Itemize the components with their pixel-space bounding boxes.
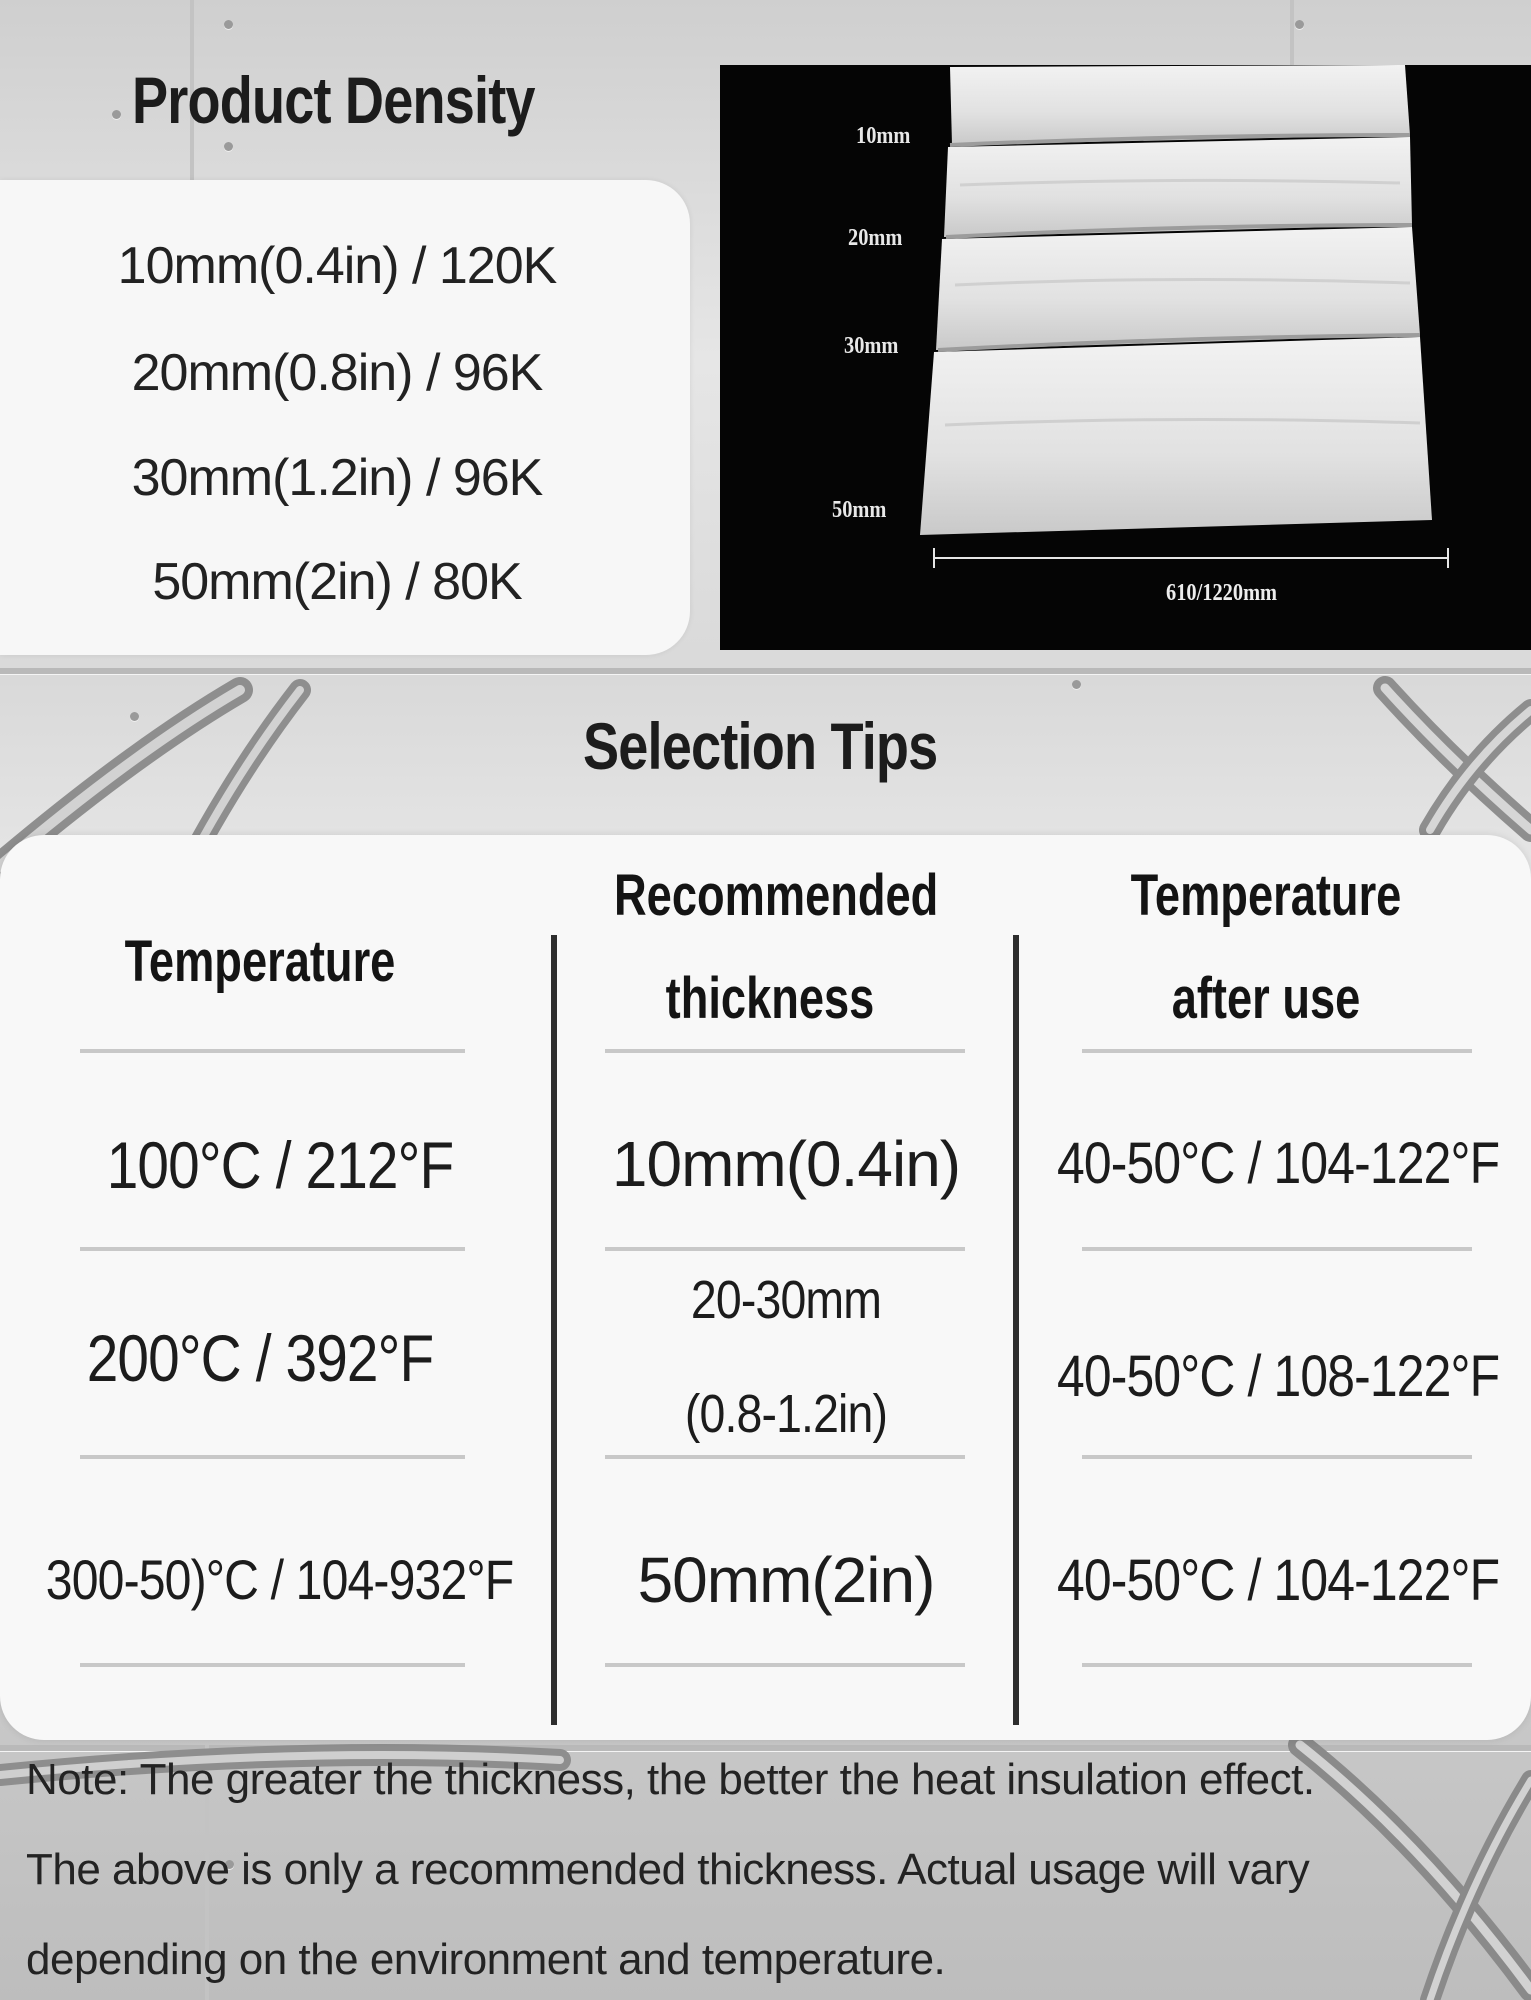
slab-label-20mm: 20mm <box>848 225 903 251</box>
rivet <box>224 142 233 151</box>
row2-temperature: 200°C / 392°F <box>86 1321 434 1395</box>
rivet <box>232 765 241 774</box>
row-rule <box>80 1247 465 1251</box>
row3-temperature: 300-50)°C / 104-932°F <box>45 1548 514 1611</box>
header-temperature-after: Temperature <box>1130 863 1402 928</box>
product-density-title: Product Density <box>132 63 535 137</box>
row3-thickness: 50mm(2in) <box>637 1544 935 1616</box>
row2-after: 40-50°C / 108-122°F <box>1057 1344 1500 1409</box>
rivet <box>112 110 121 119</box>
selection-tips-table <box>0 835 1531 1740</box>
density-item: 50mm(2in) / 80K <box>152 553 522 611</box>
panel-seam <box>0 668 1531 674</box>
selection-tips-title: Selection Tips <box>583 709 938 783</box>
row-rule <box>605 1455 965 1459</box>
note-line-2: The above is only a recommended thickness. Actual usage will vary <box>26 1845 1310 1894</box>
panel-seam <box>0 1745 1531 1751</box>
header-thickness: thickness <box>665 966 875 1031</box>
header-temperature: Temperature <box>124 929 396 994</box>
product-photo <box>720 65 1531 650</box>
header-after-use: after use <box>1171 966 1361 1031</box>
slab-label-50mm: 50mm <box>832 497 887 523</box>
density-item: 10mm(0.4in) / 120K <box>117 237 557 295</box>
row-rule <box>80 1663 465 1667</box>
row-rule <box>605 1049 965 1053</box>
row-rule <box>1082 1049 1472 1053</box>
density-item: 20mm(0.8in) / 96K <box>131 344 543 402</box>
row-rule <box>1082 1663 1472 1667</box>
header-recommended: Recommended <box>614 863 939 928</box>
column-divider <box>1013 935 1019 1725</box>
density-card <box>0 180 690 655</box>
row-rule <box>80 1455 465 1459</box>
row-rule <box>605 1247 965 1251</box>
dimension-label: 610/1220mm <box>1166 580 1278 606</box>
row1-after: 40-50°C / 104-122°F <box>1057 1131 1500 1196</box>
row2-thickness-line2: (0.8-1.2in) <box>684 1384 888 1444</box>
slab-label-30mm: 30mm <box>844 333 899 359</box>
row-rule <box>80 1049 465 1053</box>
row-rule <box>1082 1247 1472 1251</box>
row1-thickness: 10mm(0.4in) <box>611 1128 961 1200</box>
rivet <box>224 20 233 29</box>
slab-label-10mm: 10mm <box>856 123 911 149</box>
row-rule <box>605 1663 965 1667</box>
row-rule <box>1082 1455 1472 1459</box>
column-divider <box>551 935 557 1725</box>
row2-thickness-line1: 20-30mm <box>690 1270 882 1330</box>
note-line-1: Note: The greater the thickness, the better the heat insulation effect. <box>26 1755 1315 1804</box>
rivet <box>1072 680 1081 689</box>
rivet <box>130 712 139 721</box>
panel-seam <box>1290 0 1294 65</box>
row3-after: 40-50°C / 104-122°F <box>1057 1548 1500 1613</box>
row1-temperature: 100°C / 212°F <box>106 1128 454 1202</box>
note-line-3: depending on the environment and temperature. <box>26 1935 946 1984</box>
density-item: 30mm(1.2in) / 96K <box>131 449 543 507</box>
insulation-slabs-image <box>720 65 1531 650</box>
rivet <box>1295 20 1304 29</box>
